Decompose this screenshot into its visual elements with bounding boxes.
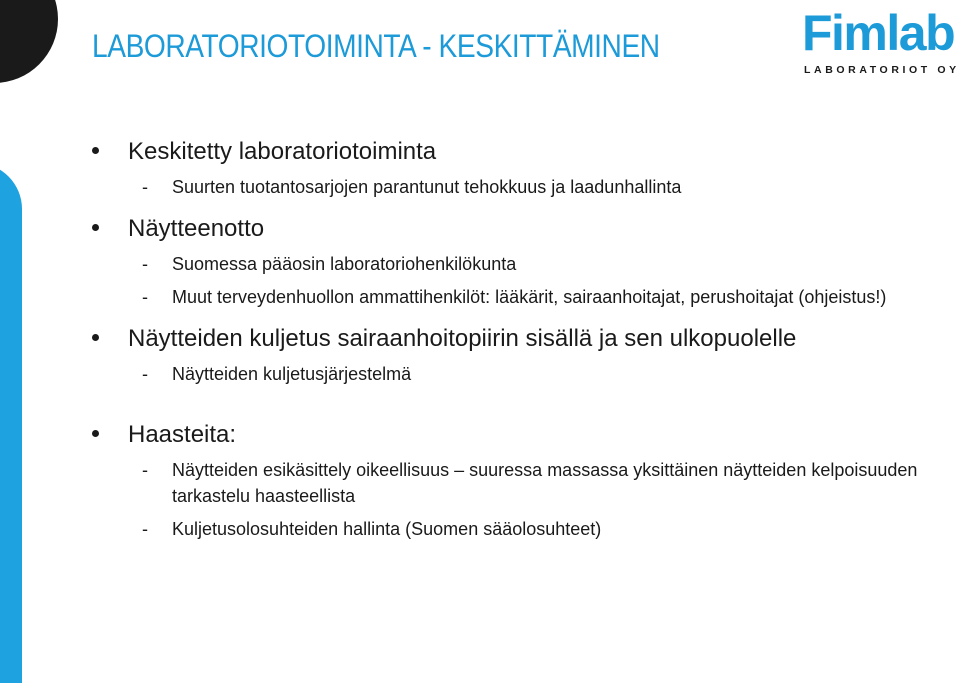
fimlab-logo <box>802 5 960 80</box>
logo-wordmark: Fimlab <box>802 5 955 61</box>
slide-title: LABORATORIOTOIMINTA - KESKITTÄMINEN <box>92 28 660 64</box>
sub-item-transport-system: - Näytteiden kuljetusjärjestelmä <box>88 361 948 387</box>
bullet-centralized: Keskitetty laboratoriotoiminta <box>88 137 948 167</box>
sub-item-efficiency: - Suurten tuotantosarjojen parantunut tehokkuus ja laadunhallinta <box>88 174 948 200</box>
sub-item-transport-conditions: - Kuljetusolosuhteiden hallinta (Suomen sääolosuhteet) <box>88 516 948 542</box>
sub-item-other-professionals: - Muut terveydenhuollon ammattihenkilöt: lääkärit, sairaanhoitajat, perushoitajat (ohjeistus!) <box>88 284 948 310</box>
decorative-black-circle <box>0 0 58 83</box>
logo-tagline: LABORATORIOT OY <box>804 64 960 76</box>
bullet-challenges: Haasteita: <box>88 420 948 450</box>
decorative-blue-shape <box>0 163 22 683</box>
slide-content <box>88 137 948 542</box>
sub-item-lab-staff: - Suomessa pääosin laboratoriohenkilökunta <box>88 251 948 277</box>
bullet-transport: Näytteiden kuljetus sairaanhoitopiirin sisällä ja sen ulkopuolelle <box>88 324 948 354</box>
bullet-sampling: Näytteenotto <box>88 214 948 244</box>
sub-item-preprocessing: - Näytteiden esikäsittely oikeellisuus – suuressa massassa yksittäinen näytteiden kelpoisuuden tarkastelu haasteellista <box>88 457 948 509</box>
